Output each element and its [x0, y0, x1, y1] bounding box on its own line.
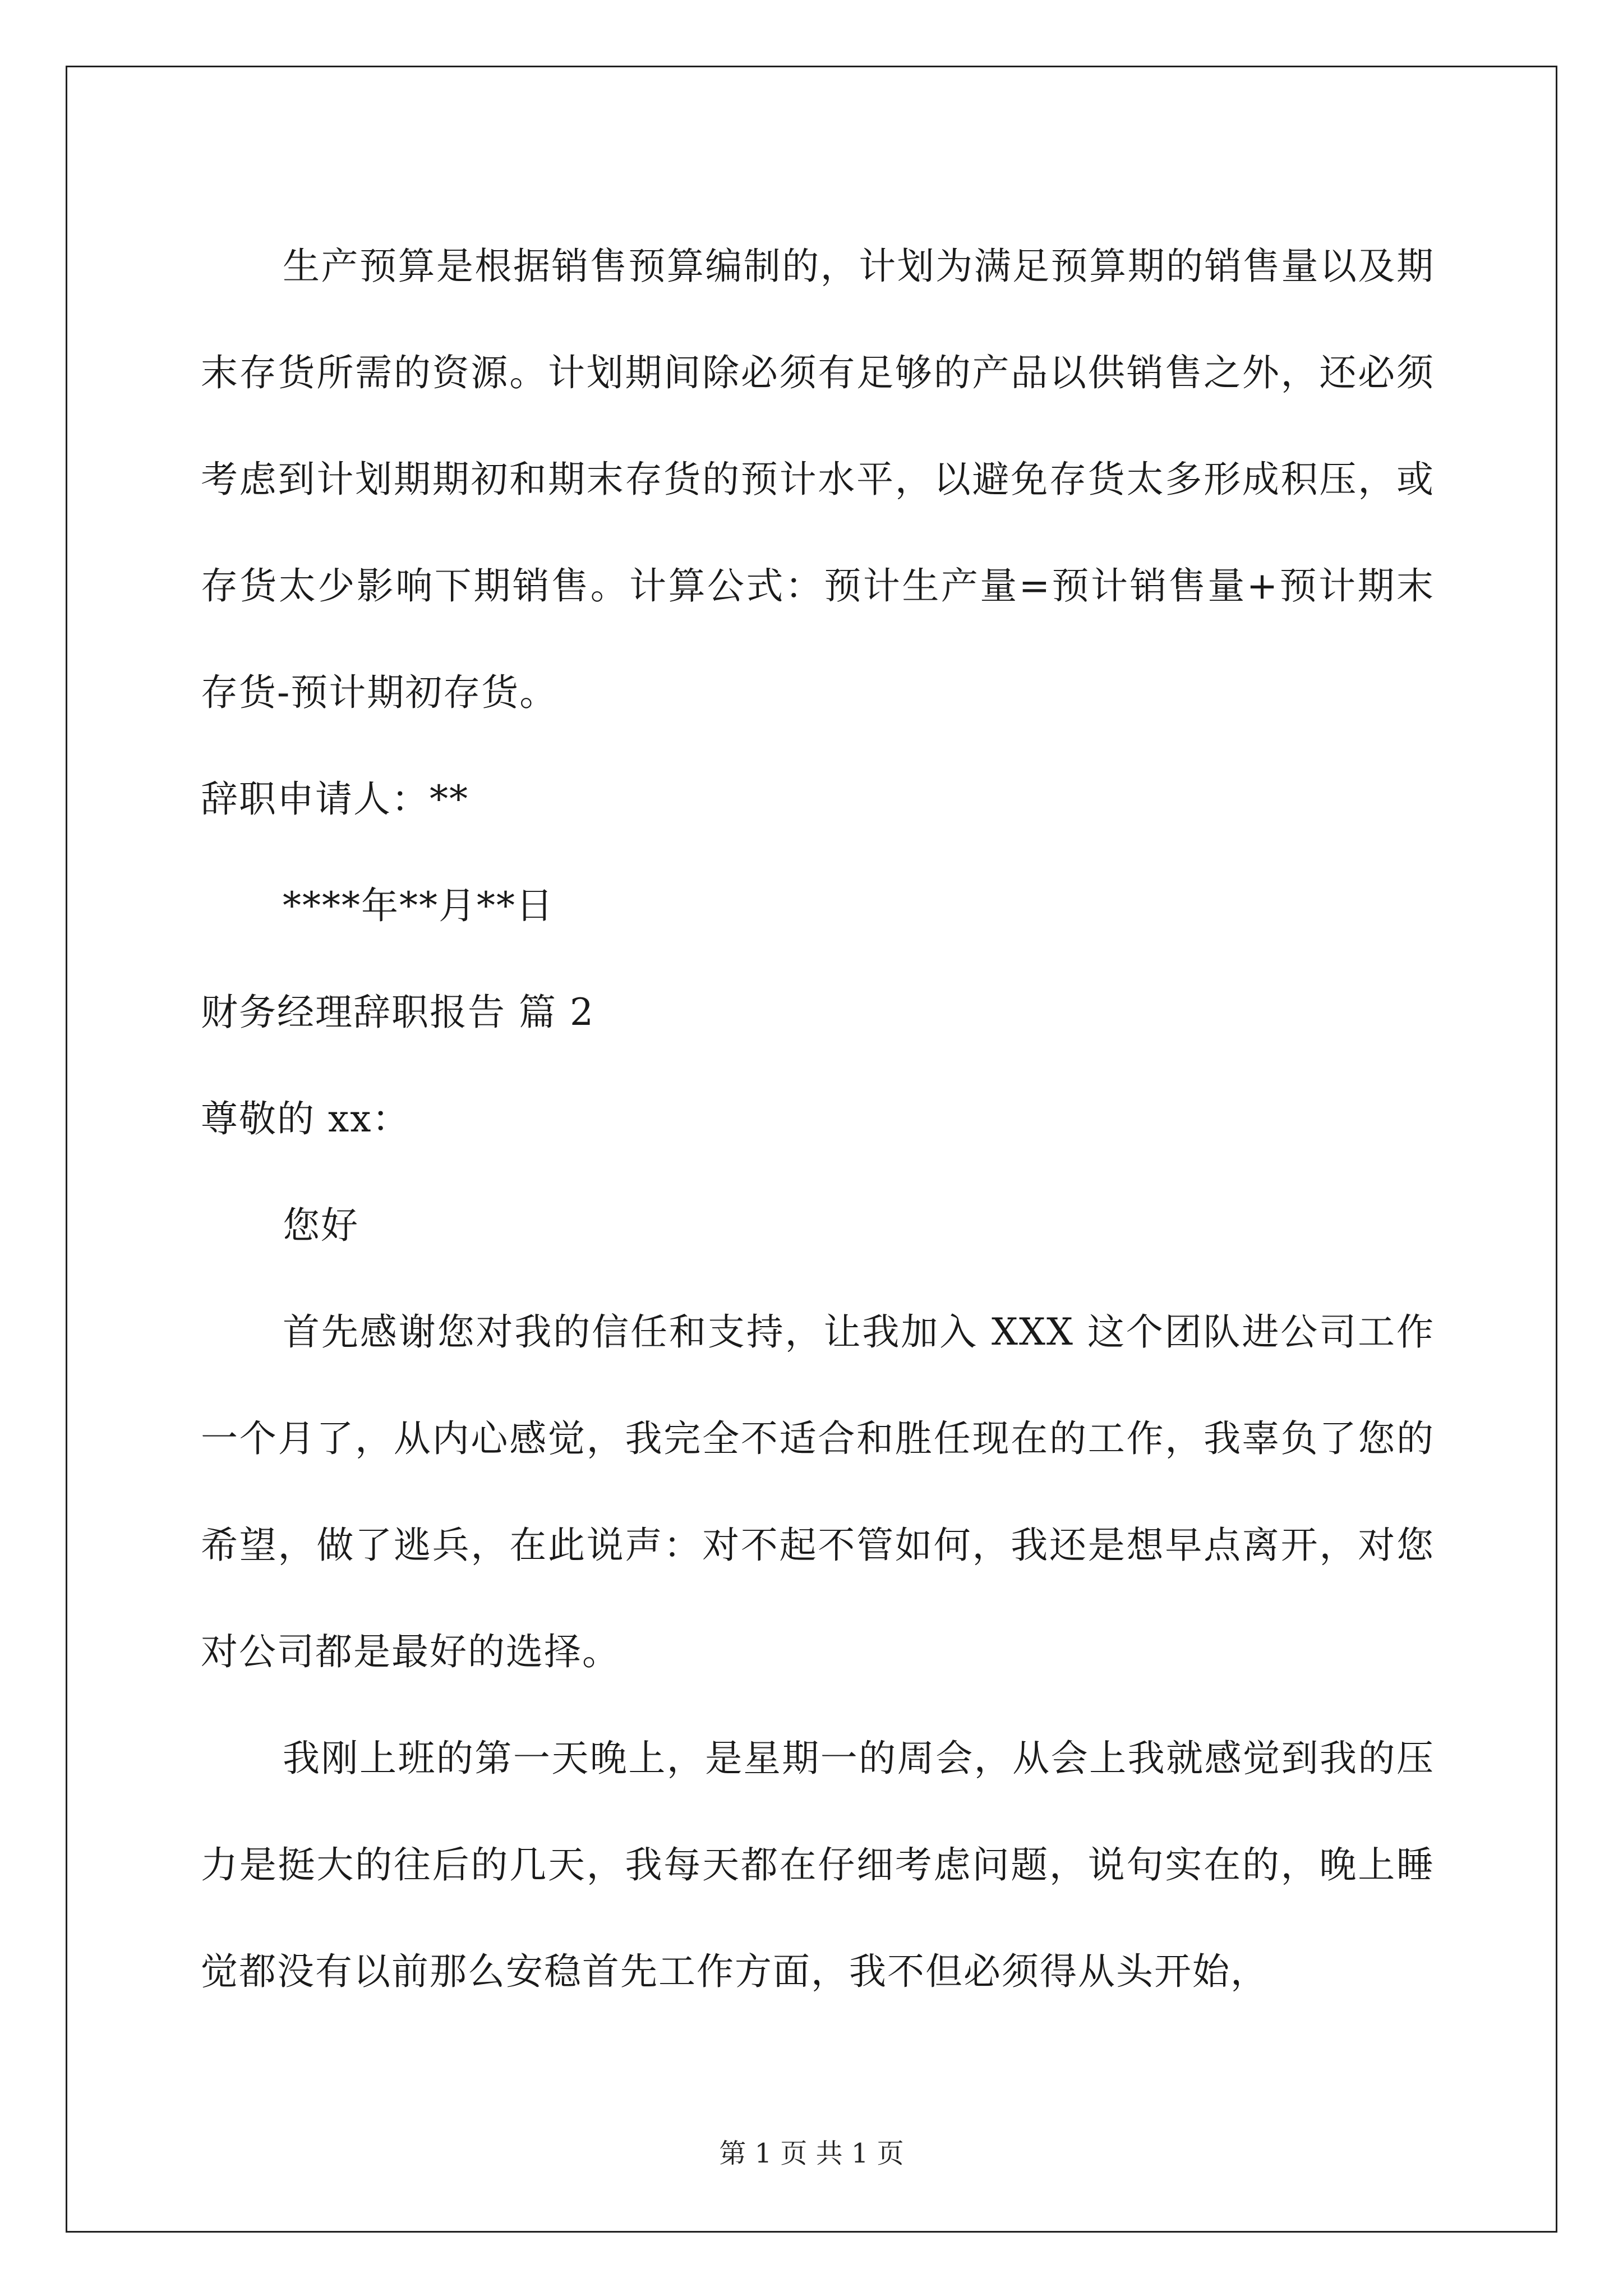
greeting: 您好	[283, 1204, 359, 1247]
section-title: 财务经理辞职报告 篇 2	[201, 991, 594, 1034]
paragraph-first-day: 我刚上班的第一天晚上，是星期一的周会，从会上我就感觉到我的压力是挺大的往后的几天，我每天都在仔细考虑问题，说句实在的，晚上睡觉都没有以前那么安稳首先工作方面，我不但必须得从头开始，	[201, 1737, 1435, 1993]
salutation: 尊敬的 xx：	[201, 1097, 411, 1140]
date-line: ****年**月**日	[283, 884, 554, 927]
page-number-footer: 第 1 页 共 1 页	[719, 2138, 904, 2169]
resignation-applicant-line: 辞职申请人：**	[201, 777, 469, 821]
paragraph-production-budget: 生产预算是根据销售预算编制的，计划为满足预算期的销售量以及期末存货所需的资源。计划期间除必须有足够的产品以供销售之外，还必须考虑到计划期期初和期末存货的预计水平，以避免存货太多形成积压，或存货太少影响下期销售。计算公式：预计生产量=预计销售量+预计期末存货-预计期初存货。	[201, 245, 1435, 714]
document-body	[201, 213, 1435, 2025]
paragraph-thanks: 首先感谢您对我的信任和支持，让我加入 XXX 这个团队进公司工作一个月了，从内心感觉，我完全不适合和胜任现在的工作，我辜负了您的希望，做了逃兵，在此说声：对不起不管如何，我还是想早点离开，对您对公司都是最好的选择。	[201, 1310, 1435, 1673]
